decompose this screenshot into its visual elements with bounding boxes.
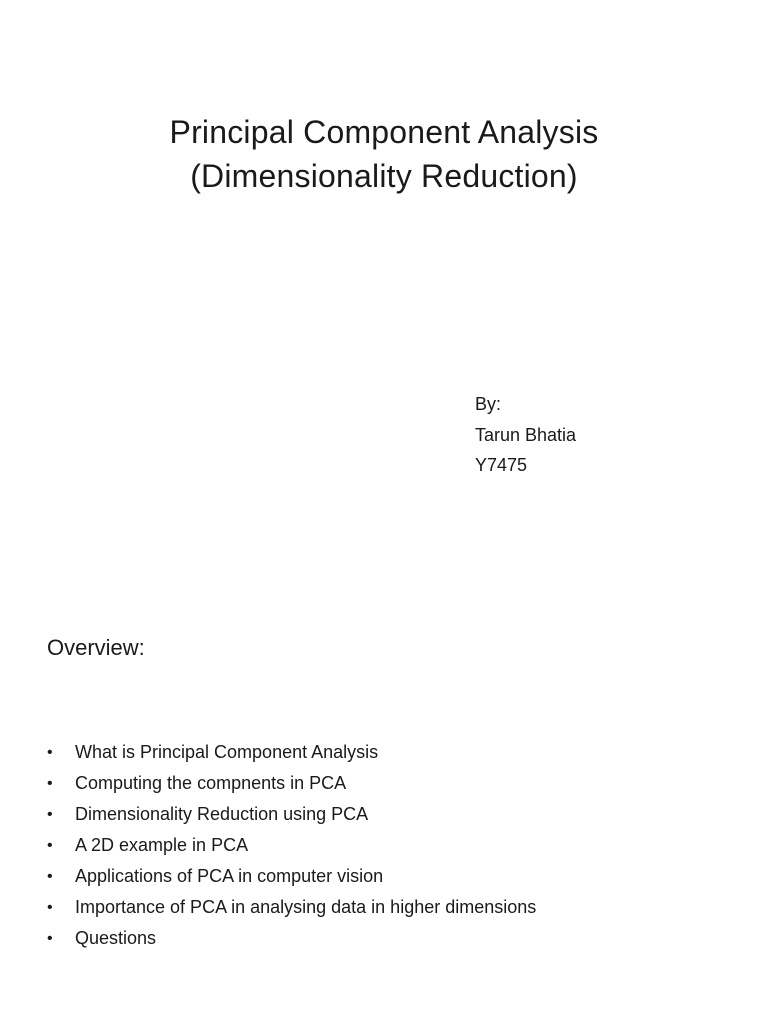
author-id: Y7475 <box>475 455 528 475</box>
list-item <box>47 799 747 830</box>
list-item <box>47 830 747 861</box>
bullet-icon: • <box>47 837 53 854</box>
title-line-subtitle: (Dimensionality Reduction) <box>190 158 578 194</box>
list-item-text: Dimensionality Reduction using PCA <box>75 804 369 824</box>
bullet-icon: • <box>47 806 53 823</box>
author-name: Tarun Bhatia <box>475 424 577 445</box>
author-by-label: By: <box>475 394 502 414</box>
list-item-text: Computing the compnents in PCA <box>75 773 347 793</box>
list-item-text: A 2D example in PCA <box>75 835 249 855</box>
bullet-icon: • <box>47 868 53 885</box>
bullet-icon: • <box>47 744 53 761</box>
list-item <box>47 768 747 799</box>
list-item <box>47 923 747 954</box>
list-item-text: What is Principal Component Analysis <box>75 742 379 762</box>
list-item-text: Importance of PCA in analysing data in higher dimensions <box>75 897 537 917</box>
bullet-icon: • <box>47 775 53 792</box>
bullet-icon: • <box>47 930 53 947</box>
list-item <box>47 892 747 923</box>
list-item-text: Questions <box>75 928 157 948</box>
list-item <box>47 737 747 768</box>
overview-heading: Overview: <box>47 635 145 660</box>
overview-list <box>47 737 747 954</box>
list-item <box>47 861 747 892</box>
author-block <box>475 389 735 481</box>
title-line-main: Principal Component Analysis <box>169 114 599 150</box>
document-title <box>0 110 768 198</box>
bullet-icon: • <box>47 899 53 916</box>
list-item-text: Applications of PCA in computer vision <box>75 866 384 886</box>
